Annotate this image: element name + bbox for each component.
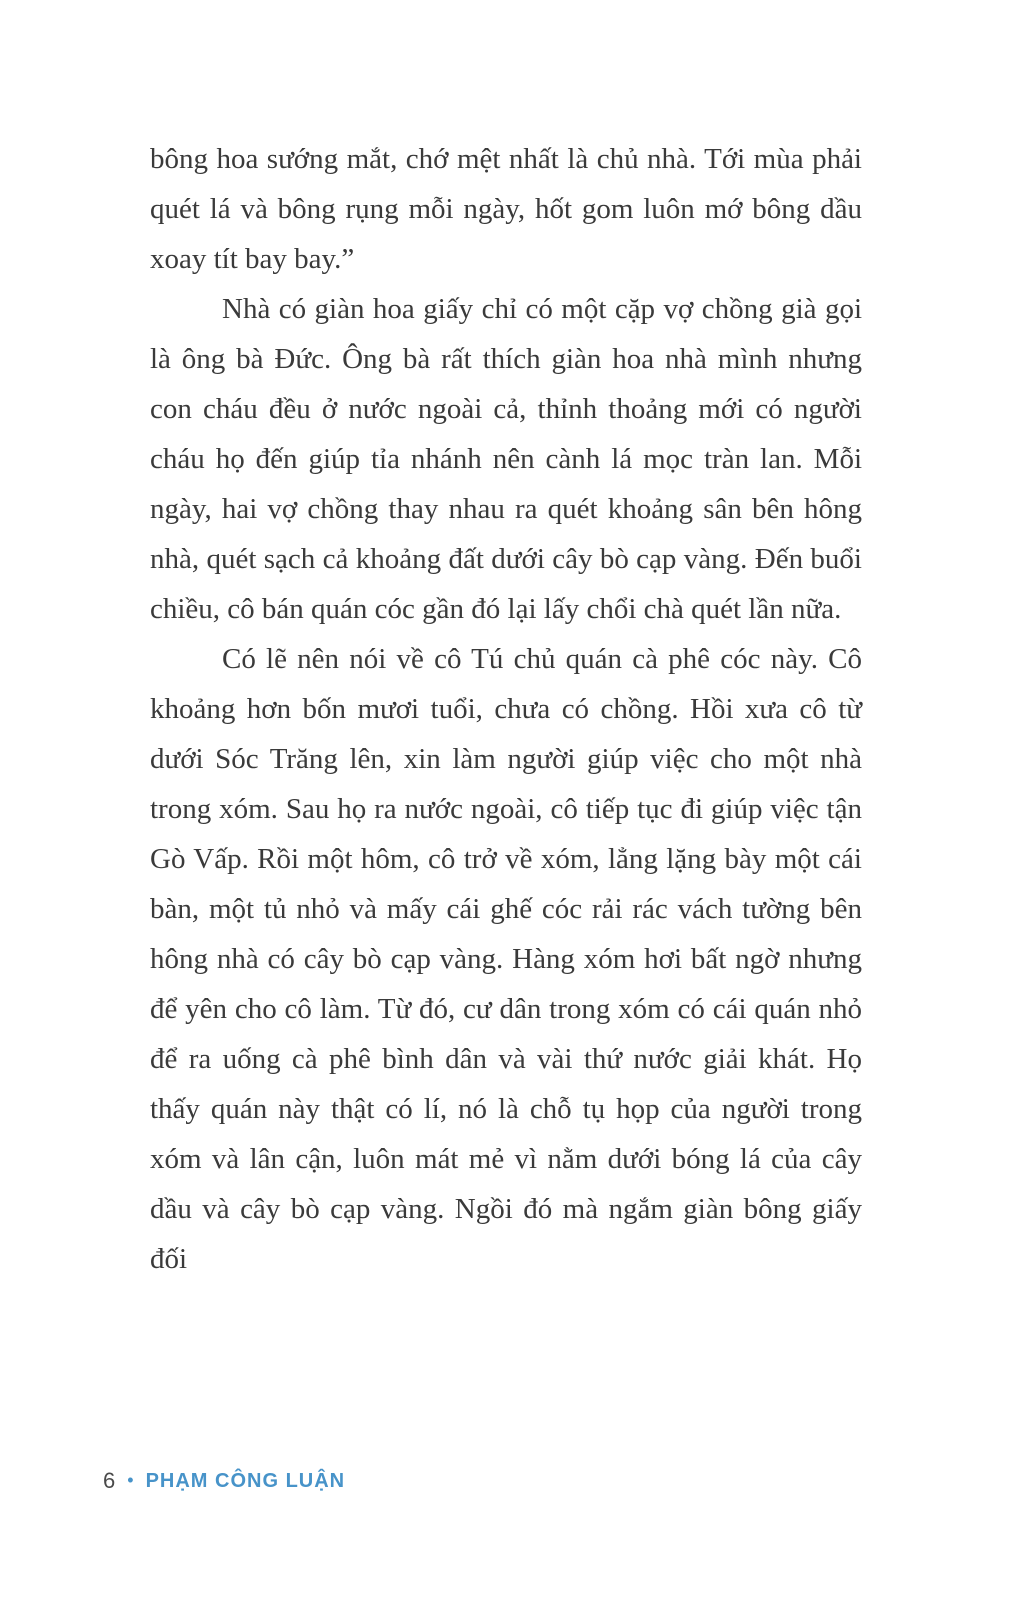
page-footer [103, 1468, 345, 1494]
paragraph: bông hoa sướng mắt, chớ mệt nhất là chủ nhà. Tới mùa phải quét lá và bông rụng mỗi ngày, hốt gom luôn mớ bông dầu xoay tít bay bay.” [150, 143, 862, 275]
paragraph: Nhà có giàn hoa giấy chỉ có một cặp vợ chồng già gọi là ông bà Đức. Ông bà rất thích giàn hoa nhà mình nhưng con cháu đều ở nước ngoài cả, thỉnh thoảng mới có người cháu họ đến giúp tỉa nhánh nên cành lá mọc tràn lan. Mỗi ngày, hai vợ chồng thay nhau ra quét khoảng sân bên hông nhà, quét sạch cả khoảng đất dưới cây bò cạp vàng. Đến buổi chiều, cô bán quán cóc gần đó lại lấy chổi chà quét lần nữa. [150, 293, 862, 625]
paragraph: Có lẽ nên nói về cô Tú chủ quán cà phê cóc này. Cô khoảng hơn bốn mươi tuổi, chưa có chồng. Hồi xưa cô từ dưới Sóc Trăng lên, xin làm người giúp việc cho một nhà trong xóm. Sau họ ra nước ngoài, cô tiếp tục đi giúp việc tận Gò Vấp. Rồi một hôm, cô trở về xóm, lẳng lặng bày một cái bàn, một tủ nhỏ và mấy cái ghế cóc rải rác vách tường bên hông nhà có cây bò cạp vàng. Hàng xóm hơi bất ngờ nhưng để yên cho cô làm. Từ đó, cư dân trong xóm có cái quán nhỏ để ra uống cà phê bình dân và vài thứ nước giải khát. Họ thấy quán này thật có lí, nó là chỗ tụ họp của người trong xóm và lân cận, luôn mát mẻ vì nằm dưới bóng lá của cây dầu và cây bò cạp vàng. Ngồi đó mà ngắm giàn bông giấy đối [150, 643, 862, 1275]
body-text [150, 134, 862, 1284]
footer-bullet-icon: • [127, 1469, 134, 1490]
page-number: 6 [103, 1468, 116, 1493]
footer-author: PHẠM CÔNG LUẬN [145, 1469, 346, 1492]
